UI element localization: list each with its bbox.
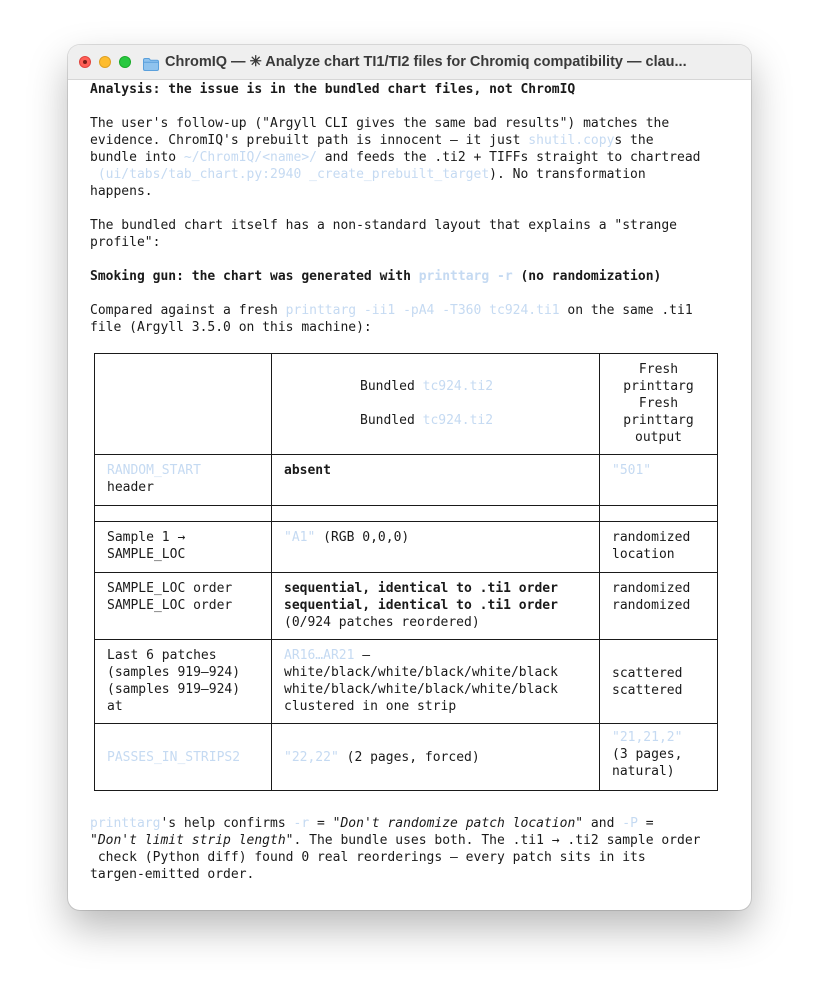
text-line: Last 6 patches: [107, 648, 217, 663]
text-span: Compared against a fresh: [90, 303, 286, 318]
table-cell: [600, 640, 718, 724]
code-span: "21,21,2": [612, 730, 683, 745]
text-line: scattered: [612, 682, 683, 698]
text-line: file (Argyll 3.5.0 on this machine):: [90, 320, 372, 335]
text-line: SAMPLE_LOC: [107, 547, 186, 562]
minimize-button[interactable]: [99, 56, 111, 68]
code-span: printtarg -r: [418, 269, 513, 284]
text-span: 's help confirms: [160, 816, 294, 831]
italic-span: "Don't limit strip length": [90, 833, 294, 848]
table-cell: [95, 640, 272, 724]
table-row: [95, 640, 718, 724]
smoking-gun-heading: [90, 268, 746, 285]
maximize-button[interactable]: [119, 56, 131, 68]
code-span: shutil.copy: [528, 133, 615, 148]
text-span: Bundled: [360, 413, 423, 428]
table-cell: [600, 455, 718, 506]
table-cell: [600, 506, 718, 522]
text-line: (0/924 patches reordered): [284, 615, 480, 630]
title-bar: [68, 45, 751, 80]
text-span: =: [637, 816, 654, 831]
code-span: ~/ChromIQ/<name>/: [183, 150, 317, 165]
text-line: header: [107, 480, 154, 495]
text-line: white/black/white/black/white/black: [284, 665, 558, 680]
table-cell: [95, 506, 272, 522]
code-span: AR16…AR21: [284, 648, 355, 663]
code-span: "501": [612, 463, 652, 478]
table-cell: [600, 354, 718, 455]
table-cell: [272, 573, 600, 640]
text-line: absent: [284, 463, 331, 478]
table-cell: [272, 522, 600, 573]
table-row: [95, 522, 718, 573]
table-cell: [95, 455, 272, 506]
text-line: Fresh: [638, 362, 679, 377]
table-cell: [95, 354, 272, 455]
paragraph-footer: [90, 815, 746, 883]
text-span: s the: [614, 133, 654, 148]
code-span: -P: [622, 816, 638, 831]
text-line: sequential, identical to .ti1 order: [284, 598, 558, 613]
code-span: PASSES_IN_STRIPS2: [107, 749, 241, 765]
folder-icon: [143, 56, 159, 69]
text-line: Sample 1 →: [107, 530, 186, 545]
text-line: output: [635, 430, 682, 445]
table-cell: [272, 354, 600, 455]
table-cell: [272, 640, 600, 724]
table-cell: [600, 522, 718, 573]
table-row: [95, 455, 718, 506]
code-span: RANDOM_START: [107, 463, 201, 478]
text-line: SAMPLE_LOC order: [107, 598, 233, 613]
text-line: clustered in one strip: [284, 699, 457, 714]
code-span: tc924.ti2: [422, 413, 494, 428]
text-span: —: [354, 648, 371, 663]
text-line: (3 pages,: [612, 747, 683, 762]
code-span: (ui/tabs/tab_chart.py:2940 _create_prebuilt_target: [90, 167, 490, 182]
text-span: (RGB 0,0,0): [315, 530, 410, 545]
text-span: (no randomization): [512, 269, 662, 284]
text-span: (2 pages, forced): [338, 749, 480, 765]
window-title: ChromIQ — ✳ Analyze chart TI1/TI2 files for Chromiq compatibility — clau...: [165, 54, 687, 70]
table-header-row: [95, 354, 718, 455]
table-cell: [600, 573, 718, 640]
text-span: bundle into: [90, 150, 184, 165]
text-line: randomized: [612, 530, 691, 545]
table-cell: [95, 573, 272, 640]
text-line: sequential, identical to .ti1 order: [284, 581, 558, 596]
text-line: randomized: [612, 581, 691, 596]
text-span: ). No transformation: [489, 167, 646, 182]
text-line: location: [612, 547, 675, 562]
text-line: (samples 919–924): [107, 682, 241, 697]
table-cell: [95, 724, 272, 791]
code-span: "A1": [284, 530, 316, 545]
code-span: tc924.ti2: [422, 379, 494, 394]
text-span: . The bundle uses both. The .ti1 → .ti2 sample order: [293, 833, 701, 848]
text-line: white/black/white/black/white/black: [284, 682, 558, 697]
table-cell: [272, 724, 600, 791]
close-button[interactable]: [79, 56, 91, 68]
text-line: randomized: [612, 598, 691, 613]
text-line: (samples 919–924): [107, 665, 241, 680]
table-cell: [272, 455, 600, 506]
paragraph-layout: [90, 217, 746, 251]
table-cell: [95, 522, 272, 573]
text-line: SAMPLE_LOC order: [107, 581, 233, 596]
text-span: Bundled: [360, 379, 423, 394]
table-cell: [272, 506, 600, 522]
app-window: [68, 45, 751, 910]
text-span: and feeds the .ti2 + TIFFs straight to chartread: [316, 150, 701, 165]
text-line: scattered: [612, 665, 683, 681]
text-span: on the same .ti1: [559, 303, 693, 318]
text-line: at: [107, 699, 123, 714]
text-line: printtarg: [623, 379, 694, 394]
code-span: "22,22": [284, 749, 339, 765]
code-span: printtarg: [90, 816, 161, 831]
text-line: natural): [612, 764, 675, 779]
text-line: The user's follow-up ("Argyll CLI gives the same bad results") matches the: [90, 116, 670, 131]
code-span: -r: [293, 816, 310, 831]
table-row: [95, 573, 718, 640]
analysis-heading: Analysis: the issue is in the bundled chart files, not ChromIQ: [90, 82, 576, 97]
text-line: targen-emitted order.: [90, 867, 255, 882]
paragraph-evidence: [90, 115, 746, 200]
code-span: printtarg -ii1 -pA4 -T360 tc924.ti1: [285, 303, 560, 318]
text-span: evidence. ChromIQ's prebuilt path is innocent — it just: [90, 133, 529, 148]
text-line: happens.: [90, 184, 153, 199]
text-line: check (Python diff) found 0 real reorderings — every patch sits in its: [90, 850, 646, 865]
italic-span: "Don't randomize patch location": [332, 816, 584, 831]
paragraph-compare: [90, 302, 746, 336]
table-cell: [600, 724, 718, 791]
text-line: profile":: [90, 235, 161, 250]
terminal-output: [90, 79, 746, 883]
text-line: printtarg: [623, 413, 694, 428]
text-span: =: [309, 816, 333, 831]
text-span: Smoking gun: the chart was generated with: [90, 269, 419, 284]
table-row: [95, 724, 718, 791]
text-line: Fresh: [638, 396, 679, 411]
text-span: and: [583, 816, 623, 831]
comparison-table: [94, 353, 718, 791]
table-row: [95, 506, 718, 522]
text-line: The bundled chart itself has a non-standard layout that explains a "strange: [90, 218, 677, 233]
